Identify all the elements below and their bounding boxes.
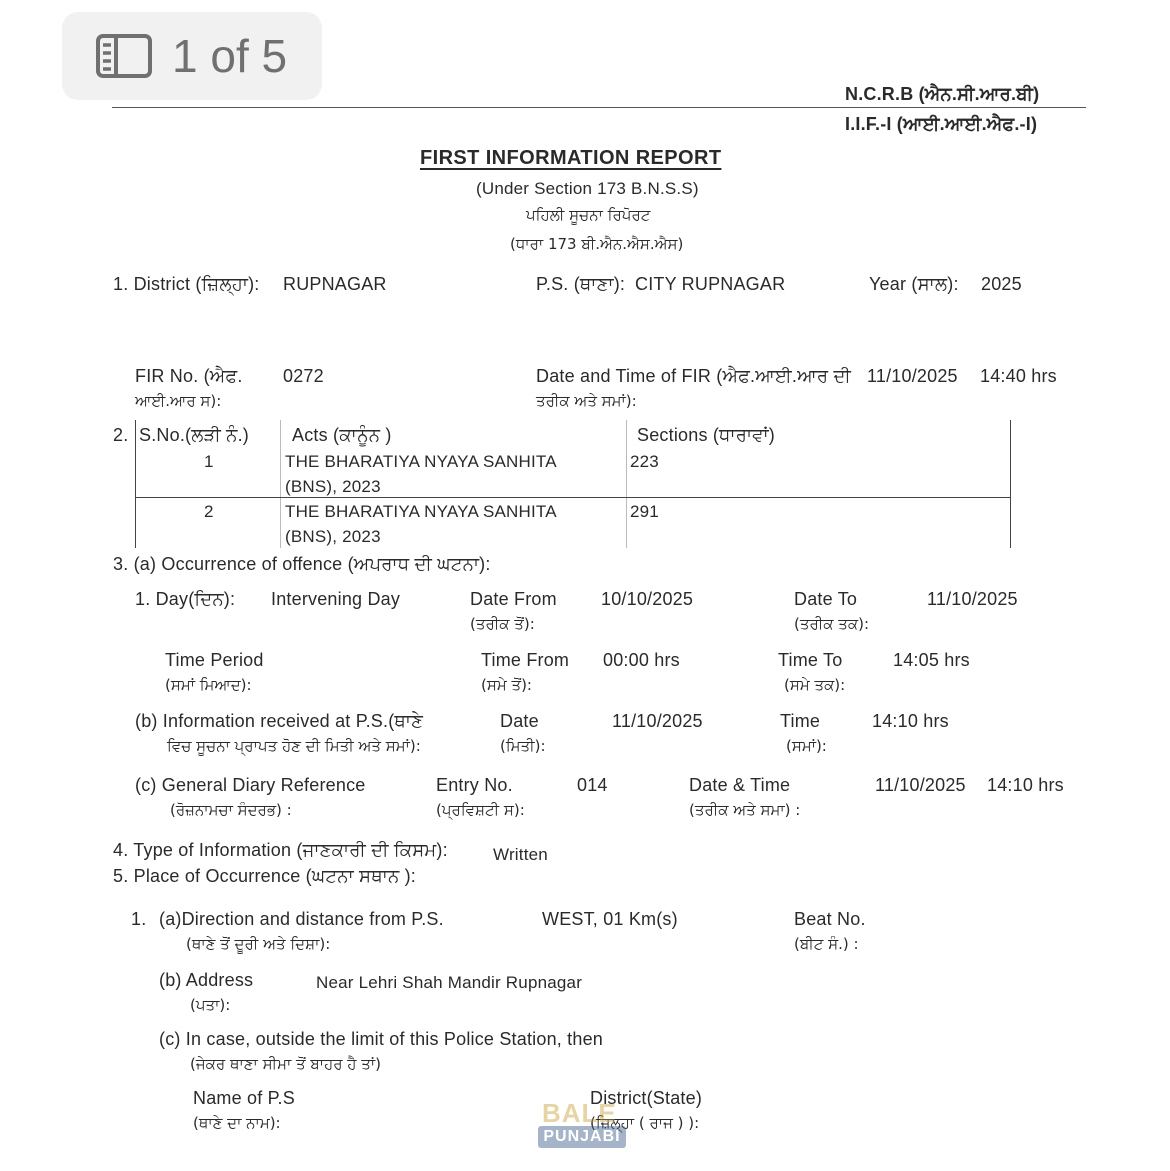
diary-datetime-label: Date & Time [689,775,791,795]
address-label: (b) Address [159,970,254,990]
district-value: RUPNAGAR [283,274,387,294]
ps-name-label: Name of P.S [193,1088,295,1108]
table-row-1-act: THE BHARATIYA NYAYA SANHITA [285,452,557,471]
page-list-icon [96,34,152,78]
direction-distance-value: WEST, 01 Km(s) [542,909,678,929]
date-to-value: 11/10/2025 [927,589,1018,609]
table-border-left [135,420,136,548]
ps-name-label-pa: (ਥਾਣੇ ਦਾ ਨਾਮ): [193,1114,281,1132]
section-pa: (ਧਾਰਾ 173 ਬੀ.ਐਨ.ਐਸ.ਐਸ) [510,235,684,253]
table-row-1-section: 223 [630,452,659,471]
table-row-2-act: THE BHARATIYA NYAYA SANHITA [285,502,557,521]
entry-no-value: 014 [577,775,608,795]
entry-no-label: Entry No. [436,775,513,795]
day-label: 1. Day(ਦਿਨ): [135,589,236,609]
info-time-value: 14:10 hrs [872,711,949,731]
table-border-right [1010,420,1011,548]
ps-label: P.S. (ਥਾਣਾ): [536,274,626,294]
date-to-label: Date To [794,589,858,609]
entry-no-label-pa: (ਪ੍ਰਵਿਸ਼ਟੀ ਸ): [436,801,525,819]
time-to-label-pa: (ਸਮੇ ਤਕ): [784,676,846,694]
district-state-label: District(State) [590,1088,703,1108]
info-received-label: (b) Information received at P.S.(ਥਾਣੇ [135,711,424,731]
outside-limit-label-pa: (ਜੇਕਰ ਥਾਣਾ ਸੀਮਾ ਤੋਂ ਬਾਹਰ ਹੈ ਤਾਂ) [190,1055,381,1073]
direction-distance-label: (a)Direction and distance from P.S. [159,909,444,929]
iif-label: I.I.F.-I (ਆਈ.ਆਈ.ਐਫ.-I) [845,114,1038,134]
district-label: 1. District (ਜ਼ਿਲ੍ਹਾ): [113,274,260,294]
time-period-label: Time Period [165,650,264,670]
col-sno-header: S.No.(ਲੜੀ ਨੰ.) [139,425,249,445]
time-from-label: Time From [481,650,570,670]
time-from-label-pa: (ਸਮੇ ਤੋਂ): [481,676,532,694]
info-date-label-pa: (ਮਿਤੀ): [500,737,546,755]
diary-datetime-label-pa: (ਤਰੀਕ ਅਤੇ ਸਮਾ) : [689,801,801,819]
type-of-information-value: Written [493,845,548,864]
table-row-divider [135,497,1011,498]
section-2-number: 2. [113,425,129,445]
table-divider-1 [280,420,281,548]
time-period-label-pa: (ਸਮਾਂ ਮਿਆਦ): [165,676,252,694]
district-state-label-pa: (ਜ਼ਿਲ੍ਹਾ ( ਰਾਜ ) ): [590,1114,700,1132]
outside-limit-label: (c) In case, outside the limit of this Police Station, then [159,1029,604,1049]
subtitle-pa: ਪਹਿਲੀ ਸੂਚਨਾ ਰਿਪੋਰਟ [526,206,651,224]
date-from-label: Date From [470,589,557,609]
fir-datetime-label-pa: ਤਰੀਕ ਅਤੇ ਸਮਾਂ): [536,392,637,410]
date-from-value: 10/10/2025 [601,589,694,609]
header-rule [112,107,1086,108]
address-value: Near Lehri Shah Mandir Rupnagar [316,973,583,992]
col-acts-header: Acts (ਕਾਨੂੰਨ ) [292,425,392,445]
info-date-label: Date [500,711,539,731]
col-sections-header: Sections (ਧਾਰਾਵਾਂ) [637,425,775,445]
year-label: Year (ਸਾਲ): [869,274,959,294]
diary-reference-label-pa: (ਰੋਜ਼ਨਾਮਚਾ ਸੰਦਰਭ) : [170,801,292,819]
beat-no-label: Beat No. [794,909,866,929]
ps-value: CITY RUPNAGAR [635,274,786,294]
table-divider-2 [626,420,627,548]
info-received-label-pa: ਵਿਚ ਸੂਚਨਾ ਪ੍ਰਾਪਤ ਹੋਣ ਦੀ ਮਿਤੀ ਅਤੇ ਸਮਾਂ): [167,737,421,755]
table-row-2-sno: 2 [204,502,214,521]
beat-no-label-pa: (ਬੀਟ ਸੰ.) : [794,935,859,953]
fir-datetime-label: Date and Time of FIR (ਐਫ.ਆਈ.ਆਰ ਦੀ [536,366,852,386]
fir-no-label: FIR No. (ਐਫ. [135,366,243,386]
time-to-label: Time To [778,650,843,670]
info-time-label-pa: (ਸਮਾਂ): [786,737,827,755]
diary-reference-label: (c) General Diary Reference [135,775,366,795]
direction-distance-label-pa: (ਥਾਣੇ ਤੋਂ ਦੂਰੀ ਅਤੇ ਦਿਸ਼ਾ): [186,935,331,953]
date-to-label-pa: (ਤਰੀਕ ਤਕ): [794,615,870,633]
page-title: FIRST INFORMATION REPORT [420,147,722,169]
time-to-value: 14:05 hrs [893,650,970,670]
fir-date-value: 11/10/2025 [867,366,958,386]
diary-time-value: 14:10 hrs [987,775,1064,795]
info-date-value: 11/10/2025 [612,711,703,731]
fir-no-label-pa: ਆਈ.ਆਰ ਸ): [135,392,222,410]
info-time-label: Time [780,711,821,731]
year-value: 2025 [981,274,1022,294]
watermark-line-2: PUNJABI [538,1126,626,1148]
diary-date-value: 11/10/2025 [875,775,966,795]
subtitle-en: (Under Section 173 B.N.S.S) [476,179,699,198]
date-from-label-pa: (ਤਰੀਕ ਤੋਂ): [470,615,535,633]
table-row-1-sno: 1 [204,452,214,471]
time-from-value: 00:00 hrs [603,650,680,670]
table-row-1-act-year: (BNS), 2023 [285,477,381,496]
table-row-2-section: 291 [630,502,659,521]
place-of-occurrence-heading: 5. Place of Occurrence (ਘਟਨਾ ਸਥਾਨ ): [113,866,417,886]
page-counter: 1 of 5 [172,30,288,82]
place-item-number: 1. [131,909,147,929]
fir-no-value: 0272 [283,366,324,386]
watermark-logo [534,1098,630,1154]
type-of-information-label: 4. Type of Information (ਜਾਣਕਾਰੀ ਦੀ ਕਿਸਮ): [113,840,448,860]
day-value: Intervening Day [271,589,401,609]
page-counter-badge [62,12,322,100]
ncrb-label: N.C.R.B (ਐਨ.ਸੀ.ਆਰ.ਬੀ) [845,84,1040,104]
table-row-2-act-year: (BNS), 2023 [285,527,381,546]
occurrence-heading: 3. (a) Occurrence of offence (ਅਪਰਾਧ ਦੀ ਘਟਨਾ): [113,554,491,574]
watermark-line-1: BALE [542,1098,617,1128]
fir-time-value: 14:40 hrs [980,366,1057,386]
address-label-pa: (ਪਤਾ): [190,996,231,1014]
